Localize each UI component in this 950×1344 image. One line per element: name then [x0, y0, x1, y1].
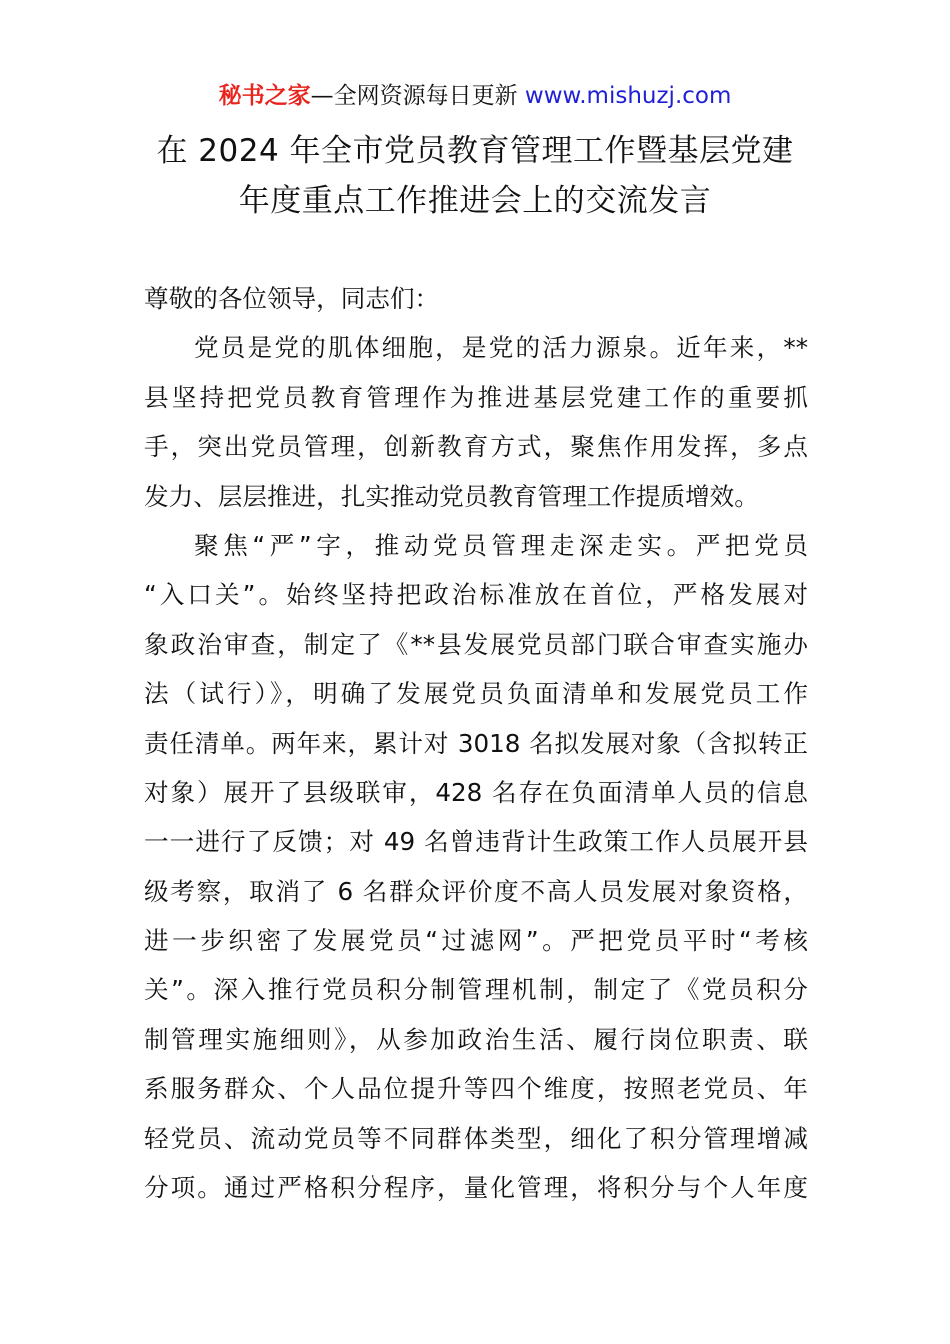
site-url-link[interactable]: www.mishuzj.com	[524, 83, 732, 109]
body-line: 对象）展开了县级联审，428 名存在负面清单人员的信息	[144, 777, 808, 807]
body-line: 级考察，取消了 6 名群众评价度不高人员发展对象资格，	[144, 876, 808, 906]
body-line: 系服务群众、个人品位提升等四个维度，按照老党员、年	[144, 1074, 808, 1104]
salutation: 尊敬的各位领导，同志们：	[144, 284, 440, 313]
header-tagline: —全网资源每日更新	[310, 83, 525, 109]
body-line: 县坚持把党员教育管理作为推进基层党建工作的重要抓	[144, 382, 808, 412]
body-line: 责任清单。两年来，累计对 3018 名拟发展对象（含拟转正	[144, 728, 808, 758]
body-line: 象政治审查，制定了《**县发展党员部门联合审查实施办	[144, 629, 808, 659]
body-line: 一一进行了反馈；对 49 名曾违背计生政策工作人员展开县	[144, 827, 808, 857]
site-header	[0, 80, 950, 112]
body-line: 轻党员、流动党员等不同群体类型，细化了积分管理增减	[144, 1123, 808, 1153]
body-line: “入口关”。始终坚持把政治标准放在首位，严格发展对	[144, 580, 808, 610]
body-line: 发力、层层推进，扎实推动党员教育管理工作提质增效。	[144, 481, 759, 511]
body-line: 法（试行）》，明确了发展党员负面清单和发展党员工作	[144, 679, 808, 709]
title-line-2: 年度重点工作推进会上的交流发言	[238, 183, 712, 219]
body-line: 党员是党的肌体细胞，是党的活力源泉。近年来，**	[194, 333, 808, 363]
title-line-1: 在 2024 年全市党员教育管理工作暨基层党建	[156, 133, 794, 169]
brand-name: 秘书之家	[218, 83, 311, 109]
body-line: 制管理实施细则》，从参加政治生活、履行岗位职责、联	[144, 1024, 808, 1054]
body-line: 手，突出党员管理，创新教育方式，聚焦作用发挥，多点	[144, 432, 808, 462]
body-line: 分项。通过严格积分程序，量化管理，将积分与个人年度	[144, 1173, 808, 1203]
body-line: 进一步织密了发展党员“过滤网”。严把党员平时“考核	[144, 926, 808, 956]
body-line: 关”。深入推行党员积分制管理机制，制定了《党员积分	[144, 975, 808, 1005]
document-title	[0, 126, 950, 226]
body-line: 聚焦“严”字，推动党员管理走深走实。严把党员	[194, 530, 808, 560]
document-body	[144, 274, 808, 1212]
